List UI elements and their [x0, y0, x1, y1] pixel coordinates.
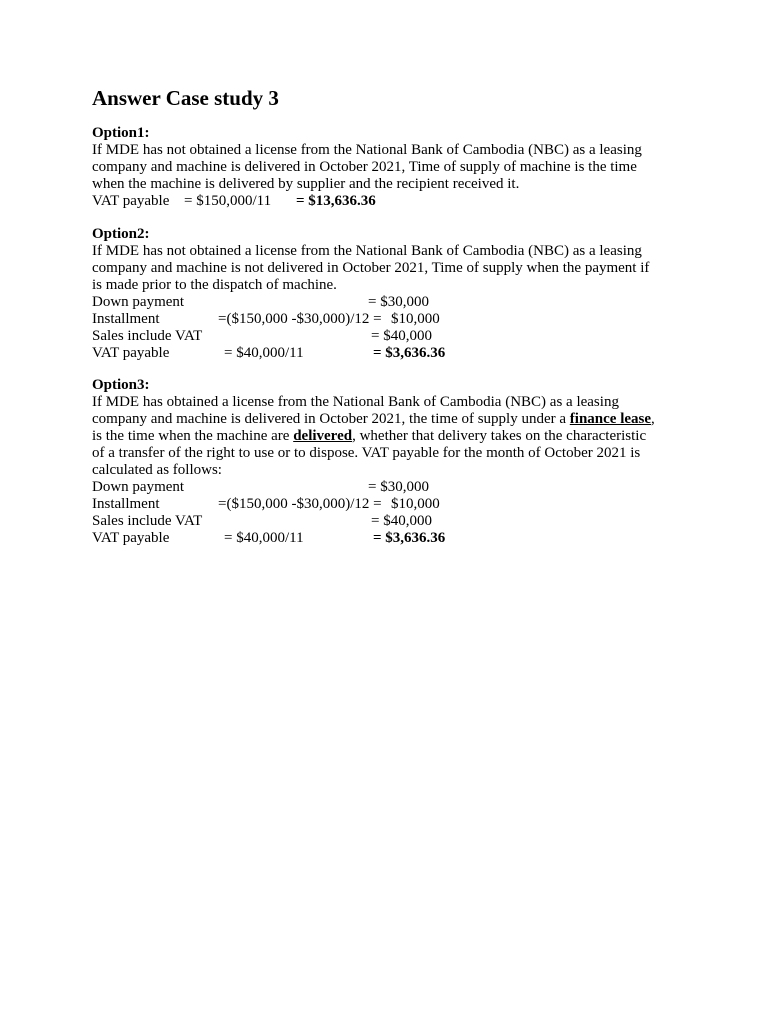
option3-line-5: calculated as follows:	[92, 462, 222, 478]
option2-section	[92, 226, 692, 362]
option1-vat-label: VAT payable	[92, 193, 170, 209]
option1-line-1: If MDE has not obtained a license from the National Bank of Cambodia (NBC) as a leasing	[92, 142, 642, 158]
option2-vat-result: = $3,636.36	[373, 345, 446, 361]
page-title: Answer Case study 3	[92, 86, 279, 110]
option1-vat-formula: = $150,000/11	[184, 193, 272, 209]
option1-vat-row	[92, 193, 692, 210]
option3-installment-formula: =($150,000 -$30,000)/12 =	[218, 496, 382, 512]
option3-vat-formula: = $40,000/11	[224, 530, 304, 546]
option2-vat-label: VAT payable	[92, 345, 170, 361]
option2-installment-row	[92, 311, 692, 328]
option3-installment-label: Installment	[92, 496, 160, 512]
option3-line-1: If MDE has obtained a license from the National Bank of Cambodia (NBC) as a leasing	[92, 394, 619, 410]
finance-lease-term: finance lease	[569, 411, 652, 427]
option3-sales-row	[92, 513, 692, 530]
option3-down-row	[92, 479, 692, 496]
option3-line-3	[92, 428, 692, 445]
option3-line-3-end: , whether that delivery takes on the characteristic	[352, 428, 647, 444]
option3-vat-result: = $3,636.36	[373, 530, 446, 546]
option1-heading: Option1:	[92, 125, 150, 141]
option1-line-2: company and machine is delivered in October 2021, Time of supply of machine is the time	[92, 159, 637, 175]
option3-section	[92, 377, 692, 547]
option2-down-value: = $30,000	[368, 294, 429, 310]
option3-vat-row	[92, 530, 692, 547]
option2-line-3: is made prior to the dispatch of machine.	[92, 277, 337, 293]
option1-section	[92, 125, 692, 210]
option3-down-label: Down payment	[92, 479, 185, 495]
option3-line-2-text: company and machine is delivered in October 2021, the time of supply under a	[92, 411, 570, 427]
option3-line-3-text: is the time when the machine are	[92, 428, 294, 444]
option3-line-2	[92, 411, 692, 428]
option2-line-1: If MDE has not obtained a license from the National Bank of Cambodia (NBC) as a leasing	[92, 243, 642, 259]
option2-sales-row	[92, 328, 692, 345]
option3-sales-label: Sales include VAT	[92, 513, 203, 529]
option1-vat-result: = $13,636.36	[296, 193, 376, 209]
option2-line-2: company and machine is not delivered in October 2021, Time of supply when the payment if	[92, 260, 650, 276]
option3-sales-value: = $40,000	[371, 513, 432, 529]
option3-down-value: = $30,000	[368, 479, 429, 495]
option2-heading: Option2:	[92, 226, 150, 242]
option3-heading: Option3:	[92, 377, 150, 393]
option2-installment-formula: =($150,000 -$30,000)/12 =	[218, 311, 382, 327]
option1-line-3: when the machine is delivered by supplier and the recipient received it.	[92, 176, 520, 192]
option3-vat-label: VAT payable	[92, 530, 170, 546]
delivered-term: delivered	[293, 428, 353, 444]
option3-line-4: of a transfer of the right to use or to dispose. VAT payable for the month of October 2021 is	[92, 445, 641, 461]
option2-installment-label: Installment	[92, 311, 160, 327]
option2-installment-value: $10,000	[391, 311, 440, 327]
option2-vat-formula: = $40,000/11	[224, 345, 304, 361]
option2-sales-label: Sales include VAT	[92, 328, 203, 344]
option3-line-2-end: ,	[651, 411, 655, 427]
option3-installment-value: $10,000	[391, 496, 440, 512]
option2-down-row	[92, 294, 692, 311]
option2-down-label: Down payment	[92, 294, 185, 310]
option2-sales-value: = $40,000	[371, 328, 432, 344]
option3-installment-row	[92, 496, 692, 513]
option2-vat-row	[92, 345, 692, 362]
